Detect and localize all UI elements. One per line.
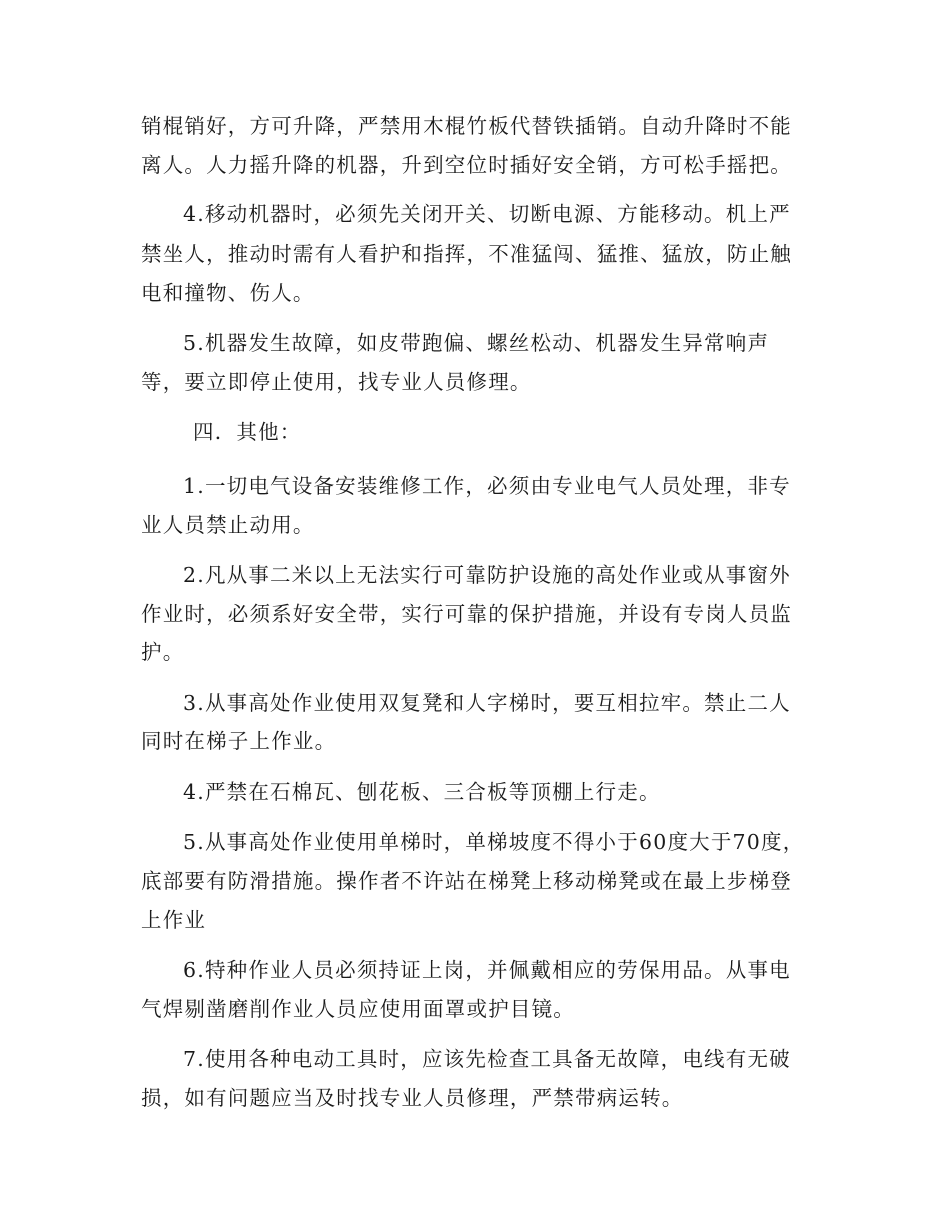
section-heading: 四．其他： bbox=[193, 420, 302, 444]
text-line: 业人员禁止动用。 bbox=[141, 513, 315, 537]
text-line: 损，如有问题应当及时找专业人员修理，严禁带病运转。 bbox=[141, 1086, 684, 1110]
text-line: 同时在梯子上作业。 bbox=[141, 729, 337, 753]
text-line: 电和撞物、伤人。 bbox=[141, 281, 315, 305]
text-line: 3.从事高处作业使用双复凳和人字梯时，要互相拉牢。禁止二人 bbox=[183, 691, 791, 715]
text-line: 禁坐人，推动时需有人看护和指挥，不准猛闯、猛推、猛放，防止触 bbox=[141, 242, 792, 266]
text-line: 5.机器发生故障，如皮带跑偏、螺丝松动、机器发生异常响声 bbox=[183, 331, 770, 355]
text-line: 销棍销好，方可升降，严禁用木棍竹板代替铁插销。自动升降时不能 bbox=[141, 114, 792, 138]
text-line: 作业时，必须系好安全带，实行可靠的保护措施，并设有专岗人员监 bbox=[141, 602, 792, 626]
text-line: 气焊剔凿磨削作业人员应使用面罩或护目镜。 bbox=[141, 997, 575, 1021]
text-line: 4.移动机器时，必须先关闭开关、切断电源、方能移动。机上严 bbox=[183, 202, 791, 226]
text-line: 底部要有防滑措施。操作者不许站在梯凳上移动梯凳或在最上步梯登 bbox=[141, 869, 792, 893]
text-line: 6.特种作业人员必须持证上岗，并佩戴相应的劳保用品。从事电 bbox=[183, 958, 791, 982]
text-line: 2.凡从事二米以上无法实行可靠防护设施的高处作业或从事窗外 bbox=[183, 563, 791, 587]
text-line: 等，要立即停止使用，找专业人员修理。 bbox=[141, 370, 532, 394]
text-line: 离人。人力摇升降的机器，升到空位时插好安全销，方可松手摇把。 bbox=[141, 153, 792, 177]
text-line: 4.严禁在石棉瓦、刨花板、三合板等顶棚上行走。 bbox=[183, 780, 661, 804]
text-line: 7.使用各种电动工具时，应该先检查工具备无故障，电线有无破 bbox=[183, 1047, 791, 1071]
text-line: 护。 bbox=[141, 640, 185, 664]
text-line: 1.一切电气设备安装维修工作，必须由专业电气人员处理，非专 bbox=[183, 474, 791, 498]
text-line: 上作业 bbox=[141, 908, 207, 932]
text-line: 5.从事高处作业使用单梯时，单梯坡度不得小于60度大于70度， bbox=[183, 830, 805, 854]
